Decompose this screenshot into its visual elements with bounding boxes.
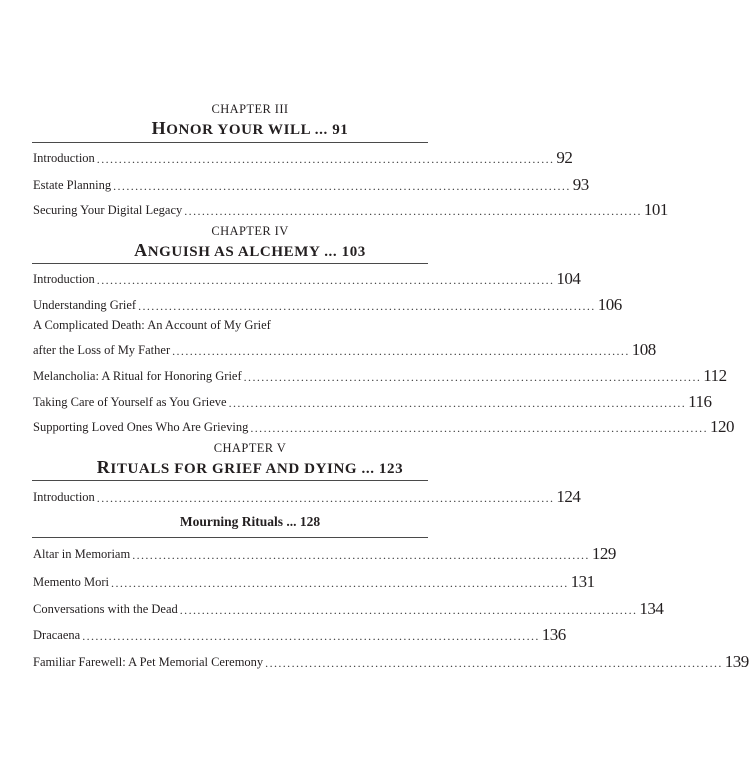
toc-entry-page: 139 [724, 652, 749, 671]
toc-entry[interactable] [33, 171, 589, 194]
toc-entry-title: Understanding Grief [33, 298, 137, 312]
chapter-title-initial: H [151, 118, 167, 138]
section-title: Mourning Rituals ... 128 [179, 514, 321, 529]
toc-entry-page: 92 [556, 148, 573, 167]
toc-entry-page: 112 [703, 366, 727, 385]
dot-leader: ........................................................................................................ [96, 491, 555, 505]
toc-entry[interactable] [33, 413, 734, 436]
dot-leader: ........................................................................................................ [265, 656, 723, 670]
toc-entry-title: Securing Your Digital Legacy [33, 203, 183, 217]
toc-entry-title: Introduction [33, 490, 95, 504]
chapter-title [0, 118, 500, 139]
toc-entry-page: 136 [541, 625, 566, 644]
divider [32, 263, 428, 264]
toc-entry-page: 131 [570, 572, 595, 591]
toc-entry[interactable] [33, 388, 712, 411]
toc-entry-title: Taking Care of Yourself as You Grieve [33, 395, 227, 409]
chapter-label: CHAPTER V [213, 441, 287, 455]
toc-entry[interactable] [33, 568, 595, 591]
toc-entry-title: Memento Mori [33, 575, 110, 589]
toc-entry-title: Estate Planning [33, 178, 112, 192]
chapter-title-initial: A [134, 240, 148, 260]
toc-entry-page: 120 [709, 417, 734, 436]
chapter-label: CHAPTER III [211, 102, 289, 116]
toc-entry-page: 104 [556, 269, 581, 288]
toc-entry[interactable] [33, 483, 581, 506]
toc-entry-title: Conversations with the Dead [33, 602, 178, 616]
dot-leader: ........................................................................................................ [113, 179, 571, 193]
toc-entry-page: 124 [556, 487, 581, 506]
toc-entry[interactable] [33, 196, 668, 219]
toc-entry-title: Supporting Loved Ones Who Are Grieving [33, 420, 249, 434]
divider [32, 537, 428, 538]
dot-leader: ........................................................................................................ [96, 273, 555, 287]
divider [32, 142, 428, 143]
dot-leader: ........................................................................................................ [250, 421, 708, 435]
dot-leader: ........................................................................................................ [179, 603, 638, 617]
toc-entry-title: Melancholia: A Ritual for Honoring Grief [33, 369, 242, 383]
dot-leader: ........................................................................................................ [111, 576, 569, 590]
dot-leader: ........................................................................................................ [138, 299, 596, 313]
toc-entry-title-line1: A Complicated Death: An Account of My Grief [33, 318, 271, 332]
toc-entry-title: Altar in Memoriam [33, 547, 131, 561]
toc-entry-page: 129 [591, 544, 616, 563]
toc-entry-title: after the Loss of My Father [33, 343, 171, 357]
dot-leader: ........................................................................................................ [82, 629, 540, 643]
toc-entry[interactable] [33, 265, 581, 288]
toc-entry[interactable] [33, 144, 573, 167]
toc-entry-page: 101 [643, 200, 668, 219]
toc-entry-page: 108 [631, 340, 656, 359]
toc-entry[interactable] [33, 336, 656, 359]
chapter-title-initial: R [96, 457, 111, 477]
toc-entry-title: Introduction [33, 151, 95, 165]
dot-leader: ........................................................................................................ [228, 396, 687, 410]
toc-entry-page: 134 [639, 599, 664, 618]
toc-entry-page: 106 [597, 295, 622, 314]
chapter-title-rest: ITUALS FOR GRIEF AND DYING ... 123 [110, 461, 404, 477]
toc-entry[interactable] [33, 362, 727, 385]
toc-entry-title: Familiar Farewell: A Pet Memorial Ceremony [33, 655, 264, 669]
dot-leader: ........................................................................................................ [132, 548, 590, 562]
toc-entry[interactable] [33, 621, 566, 644]
chapter-title-rest: ONOR YOUR WILL ... 91 [166, 122, 349, 138]
chapter-title [0, 457, 500, 478]
toc-entry[interactable] [33, 648, 749, 671]
chapter-label: CHAPTER IV [211, 224, 289, 238]
dot-leader: ........................................................................................................ [184, 204, 642, 218]
dot-leader: ........................................................................................................ [243, 370, 702, 384]
toc-entry-title: Dracaena [33, 628, 81, 642]
toc-entry[interactable] [33, 291, 622, 314]
toc-entry[interactable] [33, 540, 616, 563]
divider [32, 480, 428, 481]
toc-entry-title: Introduction [33, 272, 95, 286]
toc-entry-page: 93 [572, 175, 589, 194]
dot-leader: ........................................................................................................ [172, 344, 630, 358]
toc-entry[interactable] [33, 595, 664, 618]
chapter-title-rest: NGUISH AS ALCHEMY ... 103 [147, 244, 366, 260]
toc-entry-page: 116 [688, 392, 712, 411]
dot-leader: ........................................................................................................ [96, 152, 555, 166]
chapter-title [0, 240, 500, 261]
